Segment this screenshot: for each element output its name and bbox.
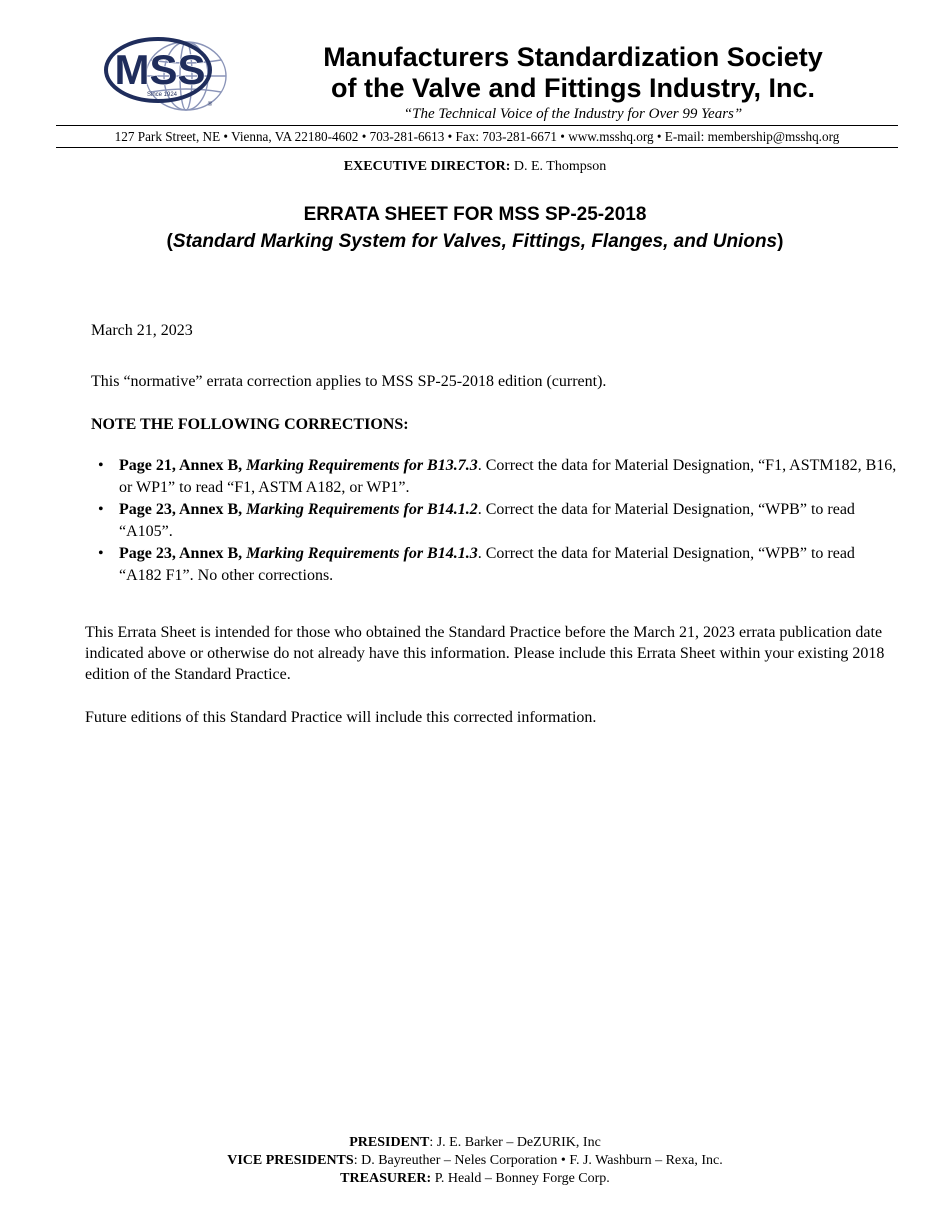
executive-director-label: EXECUTIVE DIRECTOR:: [343, 159, 511, 174]
bullet-icon: •: [98, 545, 104, 562]
correction-topic: Marking Requirements for B14.1.2: [246, 501, 478, 518]
contact-address: 127 Park Street, NE • Vienna, VA 22180-4602 • 703-281-6613 • Fax: 703-281-6671 • www.msshq.org • E-mail: membership@msshq.org: [114, 129, 840, 144]
correction-ref: Page 23, Annex B,: [119, 501, 243, 518]
executive-director: [0, 158, 950, 176]
correction-text: . Correct the data for Material Designation, “F1, ASTM182, B16, or WP1” to read “F1, ASTM A182, or WP1”.: [119, 457, 897, 496]
subtitle-paren-close: ): [777, 231, 784, 252]
subtitle-paren-open: (: [166, 231, 173, 252]
correction-topic: Marking Requirements for B13.7.3: [246, 457, 478, 474]
correction-ref: Page 23, Annex B,: [119, 545, 243, 562]
treasurer-value: P. Heald – Bonney Forge Corp.: [431, 1171, 610, 1186]
correction-text: . Correct the data for Material Designation, “WPB” to read “A182 F1”. No other corrections.: [119, 545, 855, 584]
treasurer-line: [0, 1170, 950, 1188]
logo-registered: ®: [207, 102, 213, 108]
future-editions-paragraph: Future editions of this Standard Practice will include this corrected information.: [85, 709, 597, 726]
document-title-line1: ERRATA SHEET FOR MSS SP-25-2018: [303, 204, 647, 225]
correction-item: [98, 543, 898, 587]
logo-since: Since 1924: [146, 92, 178, 98]
correction-ref: Page 21, Annex B,: [119, 457, 243, 474]
officers-footer: [0, 1134, 950, 1188]
president-value: : J. E. Barker – DeZURIK, Inc: [429, 1135, 601, 1150]
mss-logo: [104, 36, 232, 112]
bullet-icon: •: [98, 501, 104, 518]
correction-item: [98, 499, 898, 543]
document-subtitle: [0, 228, 950, 255]
intro-text: This “normative” errata correction applies to MSS SP-25-2018 edition (current).: [91, 373, 607, 390]
president-line: [0, 1134, 950, 1152]
subtitle-text: Standard Marking System for Valves, Fittings, Flanges, and Unions: [172, 231, 778, 252]
header-divider-top: [56, 125, 898, 126]
vice-presidents-value: : D. Bayreuther – Neles Corporation • F. J. Washburn – Rexa, Inc.: [353, 1153, 723, 1168]
corrections-heading: NOTE THE FOLLOWING CORRECTIONS:: [91, 416, 409, 433]
correction-item: [98, 455, 898, 499]
tagline: “The Technical Voice of the Industry for Over 99 Years”: [403, 106, 743, 122]
header-divider-bottom: [56, 147, 898, 148]
corrections-list: [98, 455, 898, 587]
document-title: [0, 201, 950, 255]
organization-name-line2: of the Valve and Fittings Industry, Inc.: [330, 73, 816, 103]
organization-name: [300, 42, 846, 104]
bullet-icon: •: [98, 457, 104, 474]
president-label: PRESIDENT: [349, 1135, 430, 1150]
vice-presidents-label: VICE PRESIDENTS: [227, 1153, 354, 1168]
executive-director-name: D. E. Thompson: [510, 159, 607, 174]
document-date: March 21, 2023: [91, 322, 193, 339]
organization-name-line1: Manufacturers Standardization Society: [323, 42, 823, 72]
correction-topic: Marking Requirements for B14.1.3: [246, 545, 478, 562]
logo-text: MSS: [114, 46, 206, 93]
correction-text: . Correct the data for Material Designation, “WPB” to read “A105”.: [119, 501, 855, 540]
errata-purpose-paragraph: This Errata Sheet is intended for those who obtained the Standard Practice before the March 21, 2023 errata publication date indicated above or otherwise do not already have this information. Please include this Errata Sheet within your existing 2018 edition of the Standard Practice.: [85, 624, 885, 683]
treasurer-label: TREASURER:: [340, 1171, 432, 1186]
vice-presidents-line: [0, 1152, 950, 1170]
